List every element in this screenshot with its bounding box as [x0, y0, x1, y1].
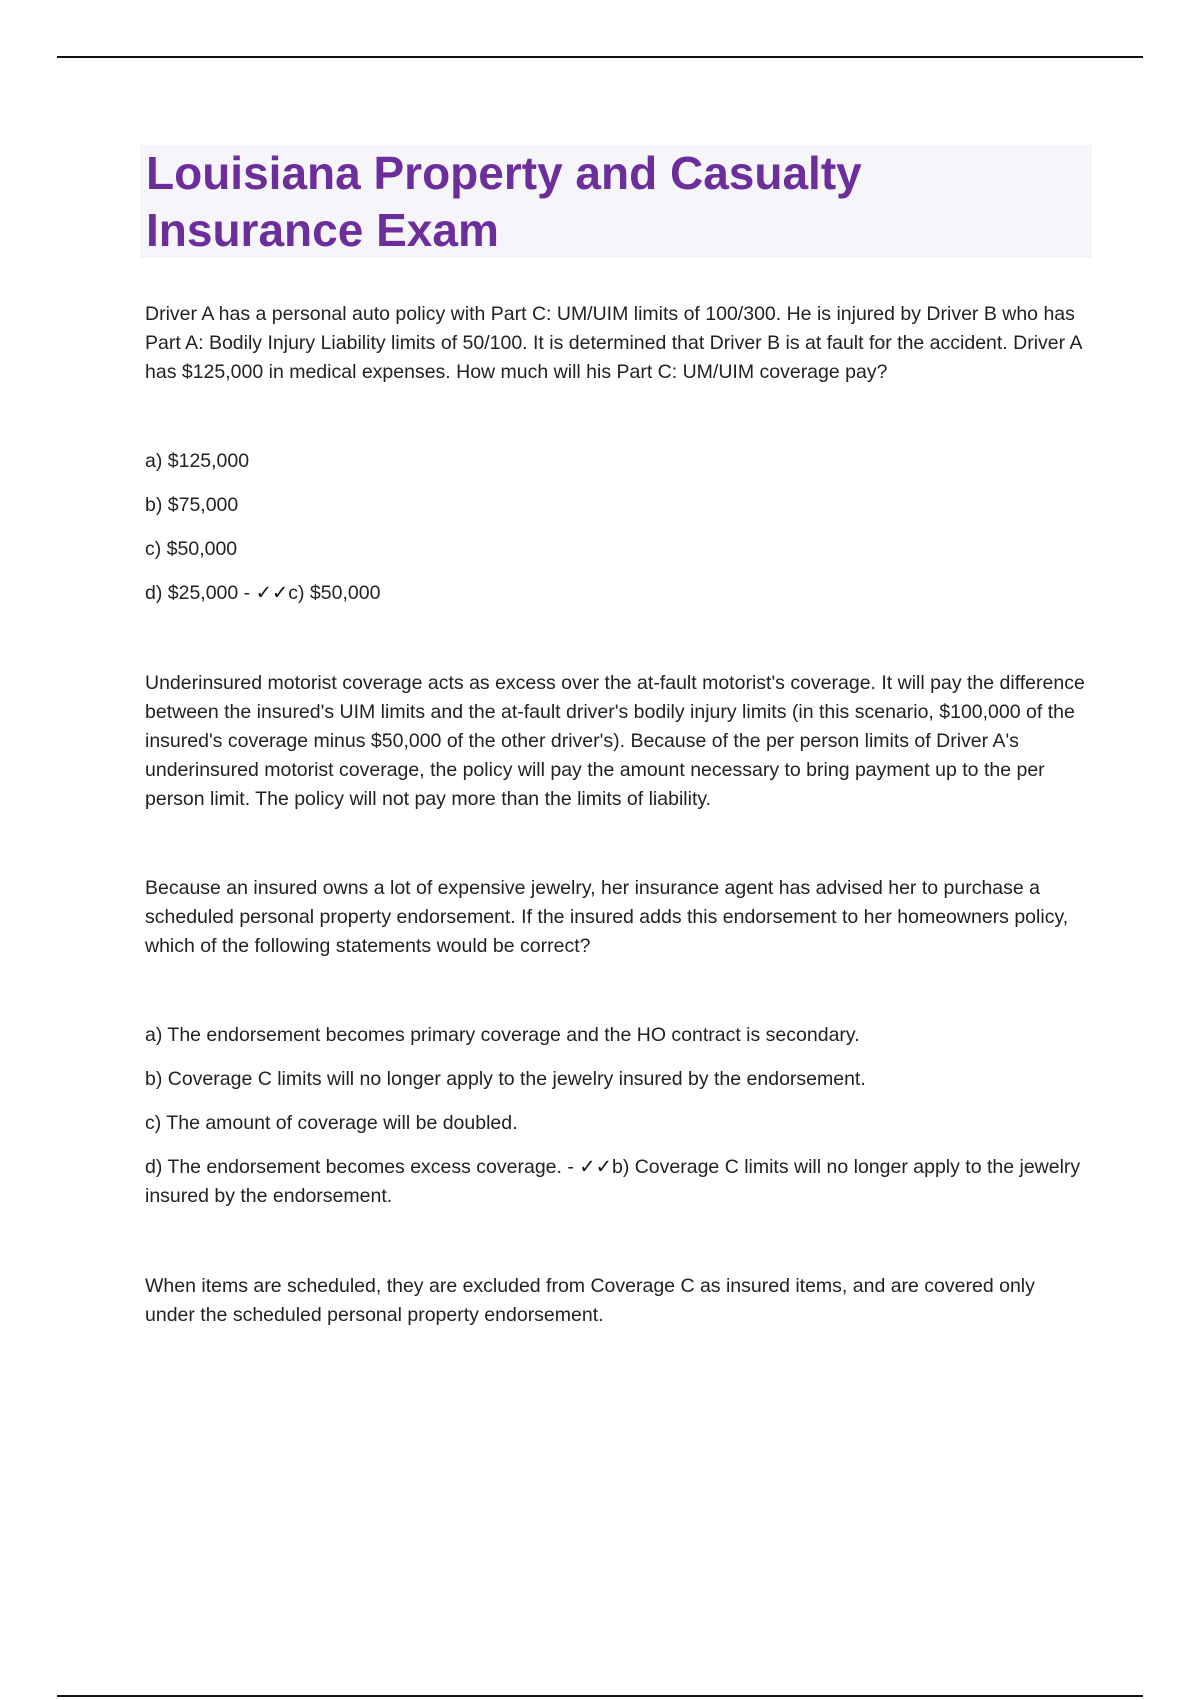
question-2-option-b: b) Coverage C limits will no longer apply to the jewelry insured by the endorsement.: [145, 1068, 866, 1090]
question-2-explanation: When items are scheduled, they are excluded from Coverage C as insured items, and are covered only under the scheduled personal property endorsement.: [145, 1275, 1035, 1326]
bottom-rule: [57, 1695, 1143, 1697]
check-mark-icon: ✓✓: [579, 1156, 612, 1178]
title-banner: [140, 145, 1092, 258]
question-2-text: Because an insured owns a lot of expensive jewelry, her insurance agent has advised her to purchase a scheduled personal property endorsement. If the insured adds this endorsement to her homeowners policy, which of the following statements would be correct?: [145, 877, 1069, 957]
top-rule: [57, 56, 1143, 58]
question-1-option-d: [145, 579, 1090, 608]
question-1-option-d-text: d) $25,000 -: [145, 582, 256, 604]
question-1-option-b: b) $75,000: [145, 494, 239, 516]
question-1-text: Driver A has a personal auto policy with Part C: UM/UIM limits of 100/300. He is injured by Driver B who has Part A: Bodily Injury Liability limits of 50/100. It is determined that Driver B is at fault for the accident. Driver A has $125,000 in medical expenses. How much will his Part C: UM/UIM coverage pay?: [145, 303, 1082, 383]
question-2-option-c: c) The amount of coverage will be doubled.: [145, 1112, 518, 1134]
question-2-answer: b) Coverage C limits will no longer apply to the jewelry insured by the endorsement.: [145, 1156, 1081, 1207]
check-mark-icon: ✓✓: [255, 582, 289, 604]
question-2-option-a: a) The endorsement becomes primary coverage and the HO contract is secondary.: [145, 1024, 860, 1046]
question-1-option-c: c) $50,000: [145, 538, 238, 560]
document-title: Louisiana Property and Casualty Insurance Exam: [146, 147, 862, 256]
question-1-answer: c) $50,000: [288, 582, 381, 604]
document-body: [145, 300, 1090, 1390]
question-2-option-d: [145, 1153, 1090, 1211]
question-1-option-a: a) $125,000: [145, 450, 250, 472]
question-2-option-d-text: d) The endorsement becomes excess coverage. -: [145, 1156, 580, 1178]
question-1-explanation: Underinsured motorist coverage acts as excess over the at-fault motorist's coverage. It will pay the difference between the insured's UIM limits and the at-fault driver's bodily injury limits (in this scenario, $100,000 of the insured's coverage minus $50,000 of the other driver's). Because of the per person limits of Driver A's underinsured motorist coverage, the policy will pay the amount necessary to bring payment up to the per person limit. The policy will not pay more than the limits of liability.: [145, 672, 1085, 810]
